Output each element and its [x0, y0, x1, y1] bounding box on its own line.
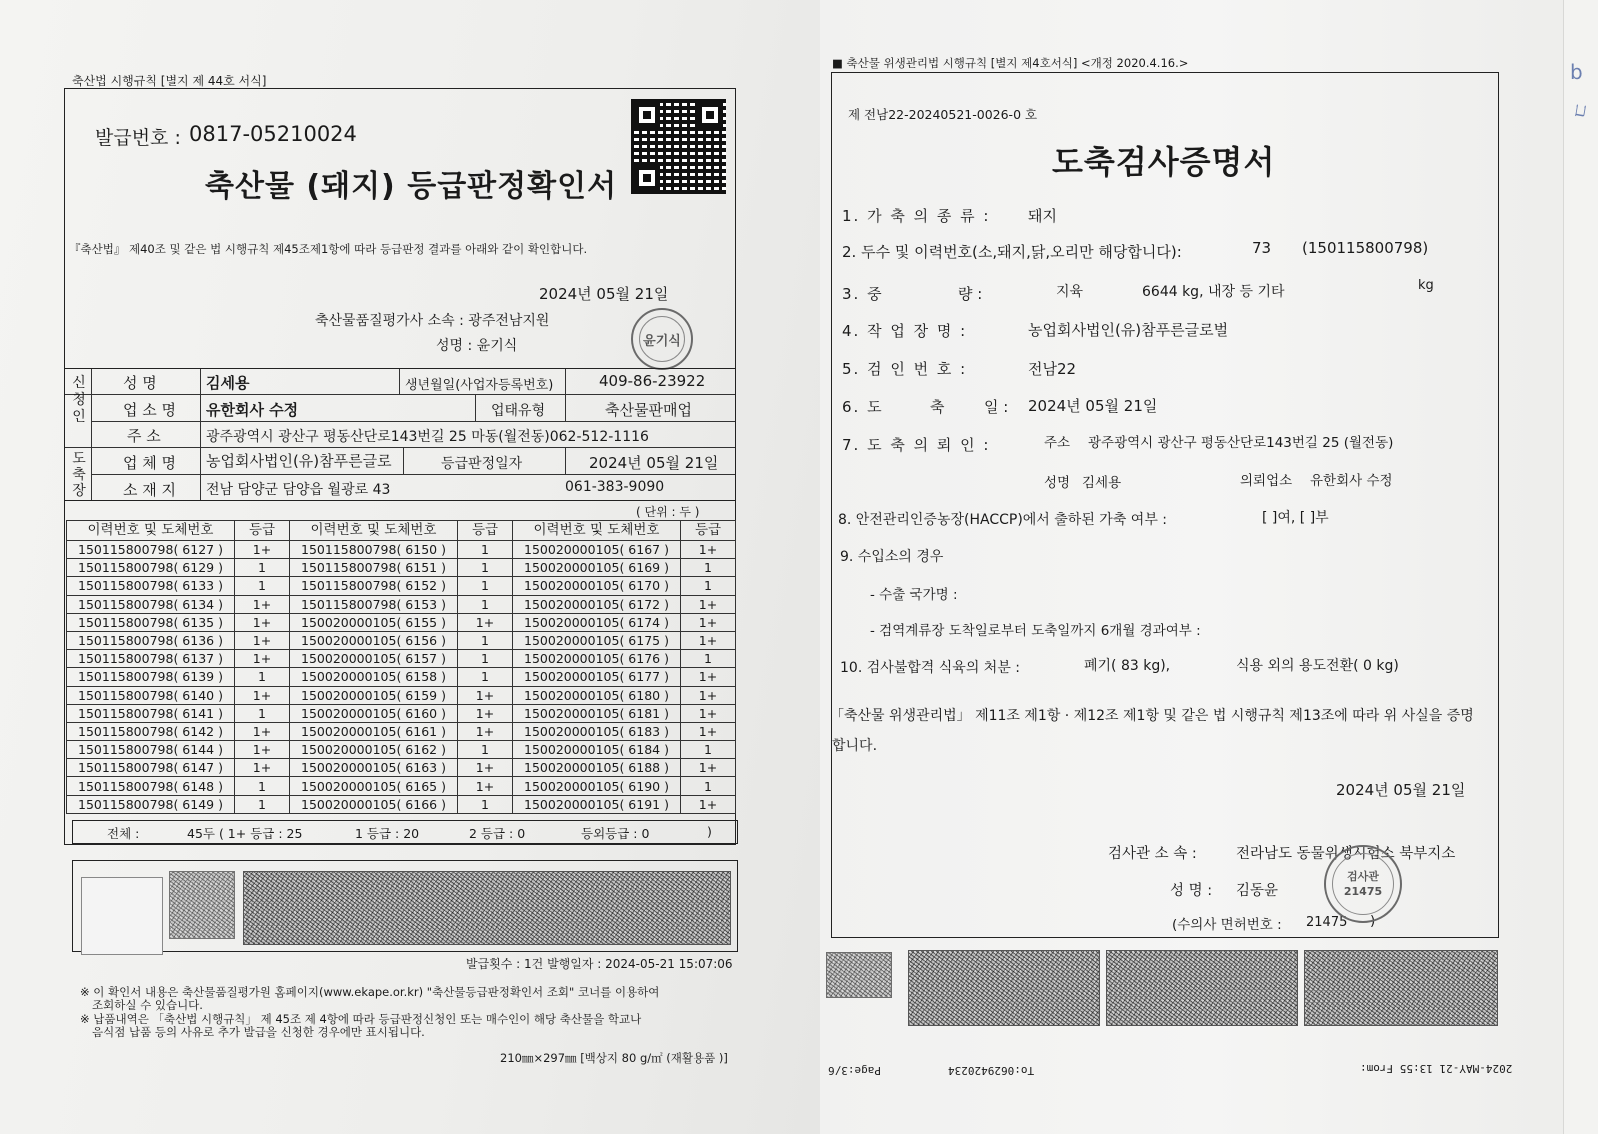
- margin-mark: ㄷ: [1567, 99, 1595, 123]
- trace-number-cell: 150020000105( 6157 ): [290, 650, 458, 668]
- trace-number-cell: 150020000105( 6161 ): [290, 722, 458, 740]
- issue-date: 2024년 05월 21일: [1336, 781, 1466, 799]
- trace-number-cell: 150115800798( 6153 ): [290, 595, 458, 613]
- evaluator-seal-stamp: 윤기식: [631, 308, 693, 370]
- table-row: [67, 613, 736, 631]
- trace-number-cell: 150115800798( 6144 ): [67, 741, 235, 759]
- fax-header-page: Page:3/6: [828, 1064, 881, 1077]
- item-7-name-label: 성명: [1044, 475, 1071, 491]
- header-cell: 이력번호 및 도체번호: [67, 521, 235, 541]
- item-2-count: 73: [1252, 239, 1272, 257]
- grade-cell: 1: [458, 650, 513, 668]
- fax-header-recipient: To:0629420234: [948, 1064, 1035, 1077]
- encrypted-barcode: [1304, 950, 1498, 1026]
- trace-number-cell: 150020000105( 6191 ): [513, 795, 681, 813]
- summary-out-grade: 등외등급 : 0: [581, 826, 650, 841]
- grade-cell: 1+: [235, 686, 290, 704]
- item-4-label: 4. 작 업 장 명 :: [842, 322, 968, 340]
- trace-number-cell: 150020000105( 6158 ): [290, 668, 458, 686]
- trace-number-cell: 150020000105( 6190 ): [513, 777, 681, 795]
- grade-cell: 1+: [458, 686, 513, 704]
- document-number: 제 전남22-20240521-0026-0 호: [848, 107, 1038, 122]
- inspector-name: 김동윤: [1236, 883, 1279, 899]
- grade-cell: 1: [681, 741, 736, 759]
- page-title: 도축검사증명서: [1052, 143, 1276, 181]
- trace-number-cell: 150115800798( 6127 ): [67, 541, 235, 559]
- grade-cell: 1+: [235, 613, 290, 631]
- company-value: 농업회사법인(유)참푸른글로: [206, 452, 392, 470]
- applicant-side-label: 신청인: [72, 375, 86, 425]
- trace-number-cell: 150020000105( 6166 ): [290, 795, 458, 813]
- grade-cell: 1: [458, 795, 513, 813]
- grade-cell: 1: [681, 577, 736, 595]
- trace-number-cell: 150020000105( 6183 ): [513, 722, 681, 740]
- location-phone: 061-383-9090: [565, 479, 665, 495]
- item-6-label-3: 일 :: [984, 398, 1009, 416]
- grade-cell: 1: [235, 668, 290, 686]
- grade-cell: 1+: [458, 613, 513, 631]
- grade-date-label: 등급판정일자: [441, 456, 523, 472]
- item-3-value: 6644 kg, 내장 등 기타: [1142, 284, 1285, 300]
- header-cell: 등급: [458, 521, 513, 541]
- grade-cell: 1: [681, 777, 736, 795]
- address-label: 주 소: [127, 427, 161, 445]
- encrypted-barcode: [908, 950, 1100, 1026]
- table-row: [67, 595, 736, 613]
- business-type-label: 업태유형: [491, 403, 546, 419]
- trace-number-cell: 150115800798( 6142 ): [67, 722, 235, 740]
- note-1: ※ 이 확인서 내용은 축산물품질평가원 홈페이지(www.ekape.or.kr) "축산물등급판정확인서 조회" 코너를 이용하여: [80, 985, 660, 999]
- grade-cell: 1: [458, 741, 513, 759]
- trace-number-cell: 150020000105( 6176 ): [513, 650, 681, 668]
- grade-cell: 1: [235, 577, 290, 595]
- legal-basis-cont: 합니다.: [832, 738, 878, 754]
- table-row: [67, 686, 736, 704]
- grade-cell: 1+: [681, 795, 736, 813]
- name-value: 김세용: [206, 374, 250, 392]
- grade-cell: 1+: [235, 541, 290, 559]
- header-cell: 등급: [235, 521, 290, 541]
- grade-cell: 1+: [681, 704, 736, 722]
- issue-number-label: 발급번호 :: [95, 127, 181, 149]
- trace-number-cell: 150020000105( 6165 ): [290, 777, 458, 795]
- fax-header-timestamp: 2024-MAY-21 13:55 From:: [1360, 1062, 1513, 1075]
- grade-date-value: 2024년 05월 21일: [589, 454, 719, 472]
- inspector-seal-stamp: 검사관 21475: [1324, 845, 1402, 923]
- license-label: (수의사 면허번호 :: [1172, 917, 1282, 933]
- summary-row: [72, 820, 738, 844]
- item-8-value: [ ]여, [ ]부: [1262, 510, 1329, 526]
- item-10-label: 10. 검사불합격 식육의 처분 :: [840, 660, 1021, 676]
- table-row: [67, 559, 736, 577]
- birth-label: 생년월일(사업자등록번호): [405, 378, 554, 393]
- item-7-business-label: 의뢰업소: [1240, 473, 1293, 489]
- grade-cell: 1: [458, 541, 513, 559]
- item-7-name: 김세용: [1082, 475, 1122, 491]
- trace-number-cell: 150115800798( 6147 ): [67, 759, 235, 777]
- table-row: [67, 668, 736, 686]
- grade-table: [66, 520, 736, 814]
- trace-number-cell: 150115800798( 6129 ): [67, 559, 235, 577]
- grade-cell: 1+: [681, 722, 736, 740]
- grade-cell: 1: [458, 595, 513, 613]
- header-cell: 이력번호 및 도체번호: [513, 521, 681, 541]
- note-1-cont: 조회하실 수 있습니다.: [92, 998, 203, 1012]
- qr-code[interactable]: [631, 99, 726, 194]
- item-3-label-2: 량 :: [958, 285, 983, 303]
- grade-cell: 1: [681, 650, 736, 668]
- grade-cell: 1+: [235, 650, 290, 668]
- applicant-block: [64, 368, 736, 501]
- trace-number-cell: 150115800798( 6134 ): [67, 595, 235, 613]
- trace-number-cell: 150115800798( 6135 ): [67, 613, 235, 631]
- page-title: 축산물 (돼지) 등급판정확인서: [205, 169, 618, 204]
- summary-grade1: 1 등급 : 20: [355, 826, 420, 841]
- grade-cell: 1: [458, 631, 513, 649]
- license-number: 21475: [1306, 915, 1348, 930]
- item-2-label: 2. 두수 및 이력번호(소,돼지,닭,오리만 해당합니다):: [842, 243, 1182, 261]
- grade-table-header: [67, 521, 736, 541]
- grade-cell: 1: [235, 777, 290, 795]
- trace-number-cell: 150020000105( 6162 ): [290, 741, 458, 759]
- item-10-other-use: 식용 외의 용도전환( 0 kg): [1236, 658, 1399, 674]
- slaughterhouse-side-label: 도축장: [72, 451, 86, 499]
- encrypted-barcode: [1106, 950, 1298, 1026]
- grade-cell: 1: [235, 795, 290, 813]
- trace-number-cell: 150020000105( 6163 ): [290, 759, 458, 777]
- grade-cell: 1+: [681, 631, 736, 649]
- grade-cell: 1+: [681, 613, 736, 631]
- birth-value: 409-86-23922: [599, 372, 706, 390]
- item-6-value: 2024년 05월 21일: [1028, 397, 1158, 415]
- table-row: [67, 650, 736, 668]
- form-label: ■ 축산물 위생관리법 시행규칙 [별지 제4호서식] <개정 2020.4.16.>: [832, 56, 1189, 70]
- grade-cell: 1+: [681, 541, 736, 559]
- grade-cell: 1+: [458, 777, 513, 795]
- grade-cell: 1+: [458, 759, 513, 777]
- license-close: ): [1370, 913, 1376, 929]
- location-label: 소 재 지: [123, 481, 177, 499]
- item-2-trace-number: (150115800798): [1302, 239, 1429, 257]
- trace-number-cell: 150020000105( 6167 ): [513, 541, 681, 559]
- table-row: [67, 577, 736, 595]
- item-9-export-country: - 수출 국가명 :: [870, 587, 958, 603]
- certificate-frame: [831, 72, 1499, 938]
- paper-spec: 210㎜×297㎜ [백상지 80 g/㎡ (재활용품 )]: [500, 1051, 728, 1065]
- trace-number-cell: 150115800798( 6150 ): [290, 541, 458, 559]
- item-7-business: 유한회사 수정: [1310, 473, 1393, 489]
- security-pattern-box: [72, 860, 738, 952]
- company-label: 업 체 명: [123, 454, 177, 472]
- item-7-label: 7. 도 축 의 뢰 인 :: [842, 436, 991, 454]
- table-row: [67, 777, 736, 795]
- grade-cell: 1: [235, 559, 290, 577]
- trace-number-cell: 150115800798( 6141 ): [67, 704, 235, 722]
- issue-meta: 발급횟수 : 1건 발행일자 : 2024-05-21 15:07:06: [466, 957, 733, 971]
- summary-total-label: 전체 :: [107, 826, 140, 841]
- item-5-value: 전남22: [1028, 360, 1077, 378]
- item-8-label: 8. 안전관리인증농장(HACCP)에서 출하된 가축 여부 :: [838, 512, 1168, 528]
- trace-number-cell: 150115800798( 6137 ): [67, 650, 235, 668]
- table-row: [67, 722, 736, 740]
- item-5-label: 5. 검 인 번 호 :: [842, 360, 968, 378]
- evaluator-org: 축산물품질평가사 소속 : 광주전남지원: [315, 313, 550, 329]
- grade-cell: 1: [458, 559, 513, 577]
- grade-cell: 1+: [458, 704, 513, 722]
- legal-basis: 「축산물 위생관리법」 제11조 제1항 · 제12조 제1항 및 같은 법 시행규칙 제13조에 따라 위 사실을 증명: [830, 708, 1474, 724]
- trace-number-cell: 150020000105( 6177 ): [513, 668, 681, 686]
- table-row: [67, 704, 736, 722]
- form-label: 축산법 시행규칙 [별지 제 44호 서식]: [72, 74, 267, 88]
- note-2: ※ 납품내역은 「축산법 시행규칙」 제 45조 제 4항에 따라 등급판정신청인 또는 매수인이 해당 축산물을 학교나: [80, 1012, 642, 1026]
- trace-number-cell: 150020000105( 6188 ): [513, 759, 681, 777]
- table-row: [67, 631, 736, 649]
- item-1-value: 돼지: [1028, 207, 1057, 225]
- trace-number-cell: 150020000105( 6172 ): [513, 595, 681, 613]
- item-6-label: 6. 도: [842, 398, 884, 416]
- trace-number-cell: 150020000105( 6181 ): [513, 704, 681, 722]
- grade-cell: 1+: [235, 631, 290, 649]
- grade-cell: 1+: [235, 595, 290, 613]
- item-7-address: 광주광역시 광산구 평동산단로143번길 25 (월전동): [1088, 435, 1394, 451]
- note-2-cont: 음식점 납품 등의 사유로 추가 발급을 신청한 경우에만 표시됩니다.: [92, 1025, 425, 1039]
- item-1-label: 1. 가 축 의 종 류 :: [842, 207, 991, 225]
- header-cell: 등급: [681, 521, 736, 541]
- grade-cell: 1+: [681, 595, 736, 613]
- trace-number-cell: 150020000105( 6159 ): [290, 686, 458, 704]
- grade-cell: 1+: [235, 722, 290, 740]
- grade-cell: 1: [458, 577, 513, 595]
- intro-text: 『축산법』 제40조 및 같은 법 시행규칙 제45조제1항에 따라 등급판정 결과를 아래와 같이 확인합니다.: [69, 242, 588, 256]
- inspector-org: 전라남도 동물위생시험소 북부지소: [1236, 846, 1456, 862]
- item-4-value: 농업회사법인(유)참푸른글로벌: [1028, 321, 1229, 339]
- grade-cell: 1+: [235, 759, 290, 777]
- item-6-label-2: 축: [930, 398, 945, 416]
- business-type-value: 축산물판매업: [605, 401, 692, 419]
- inspector-org-label: 검사관 소 속 :: [1108, 846, 1197, 862]
- summary-grade2: 2 등급 : 0: [469, 826, 526, 841]
- trace-number-cell: 150020000105( 6155 ): [290, 613, 458, 631]
- table-row: [67, 795, 736, 813]
- table-row: [67, 741, 736, 759]
- summary-close: ): [707, 824, 712, 839]
- issue-date: 2024년 05월 21일: [539, 285, 669, 303]
- trace-number-cell: 150020000105( 6180 ): [513, 686, 681, 704]
- grade-cell: 1: [458, 668, 513, 686]
- business-value: 유한회사 수정: [206, 401, 299, 419]
- table-row: [67, 541, 736, 559]
- location-value: 전남 담양군 담양읍 월광로 43: [206, 482, 391, 498]
- header-cell: 이력번호 및 도체번호: [290, 521, 458, 541]
- item-3-label: 3. 중: [842, 285, 884, 303]
- trace-number-cell: 150115800798( 6133 ): [67, 577, 235, 595]
- trace-number-cell: 150115800798( 6148 ): [67, 777, 235, 795]
- hologram-panel: [81, 877, 163, 955]
- grade-cell: 1: [235, 704, 290, 722]
- trace-number-cell: 150115800798( 6151 ): [290, 559, 458, 577]
- margin-mark: b: [1570, 60, 1583, 84]
- trace-number-cell: 150020000105( 6184 ): [513, 741, 681, 759]
- grade-cell: 1+: [458, 722, 513, 740]
- item-9-label: 9. 수입소의 경우: [840, 549, 944, 565]
- grade-cell: 1+: [681, 668, 736, 686]
- name-label: 성 명: [123, 374, 157, 392]
- unit-label: ( 단위 : 두 ): [636, 505, 700, 519]
- background-paper-edge: [1563, 0, 1598, 1134]
- trace-number-cell: 150115800798( 6139 ): [67, 668, 235, 686]
- grade-cell: 1+: [681, 686, 736, 704]
- business-label: 업 소 명: [123, 401, 177, 419]
- trace-number-cell: 150115800798( 6136 ): [67, 631, 235, 649]
- table-row: [67, 759, 736, 777]
- trace-number-cell: 150020000105( 6175 ): [513, 631, 681, 649]
- item-3-sub: 지육: [1056, 284, 1084, 300]
- trace-number-cell: 150020000105( 6170 ): [513, 577, 681, 595]
- address-value: 광주광역시 광산구 평동산단로143번길 25 마동(월전동)062-512-1116: [206, 429, 649, 445]
- trace-number-cell: 150115800798( 6152 ): [290, 577, 458, 595]
- trace-number-cell: 150020000105( 6169 ): [513, 559, 681, 577]
- summary-total: 45두 ( 1+ 등급 : 25: [187, 826, 303, 841]
- inspector-name-label: 성 명 :: [1170, 883, 1213, 899]
- item-3-unit: kg: [1418, 278, 1434, 293]
- encrypted-barcode: [243, 871, 731, 945]
- issue-number: 0817-05210024: [189, 122, 357, 146]
- grade-cell: 1+: [235, 741, 290, 759]
- evaluator-name: 성명 : 윤기식: [436, 338, 518, 354]
- grade-cell: 1: [681, 559, 736, 577]
- trace-number-cell: 150020000105( 6174 ): [513, 613, 681, 631]
- item-10-discard: 폐기( 83 kg),: [1084, 658, 1171, 674]
- grade-cell: 1+: [681, 759, 736, 777]
- slaughter-inspection-sheet: [820, 0, 1598, 1134]
- security-pattern: [169, 871, 235, 939]
- trace-number-cell: 150020000105( 6156 ): [290, 631, 458, 649]
- security-pattern: [826, 952, 892, 998]
- item-7-address-label: 주소: [1044, 435, 1071, 451]
- trace-number-cell: 150020000105( 6160 ): [290, 704, 458, 722]
- item-9-quarantine: - 검역계류장 도착일로부터 도축일까지 6개월 경과여부 :: [870, 623, 1201, 639]
- trace-number-cell: 150115800798( 6140 ): [67, 686, 235, 704]
- trace-number-cell: 150115800798( 6149 ): [67, 795, 235, 813]
